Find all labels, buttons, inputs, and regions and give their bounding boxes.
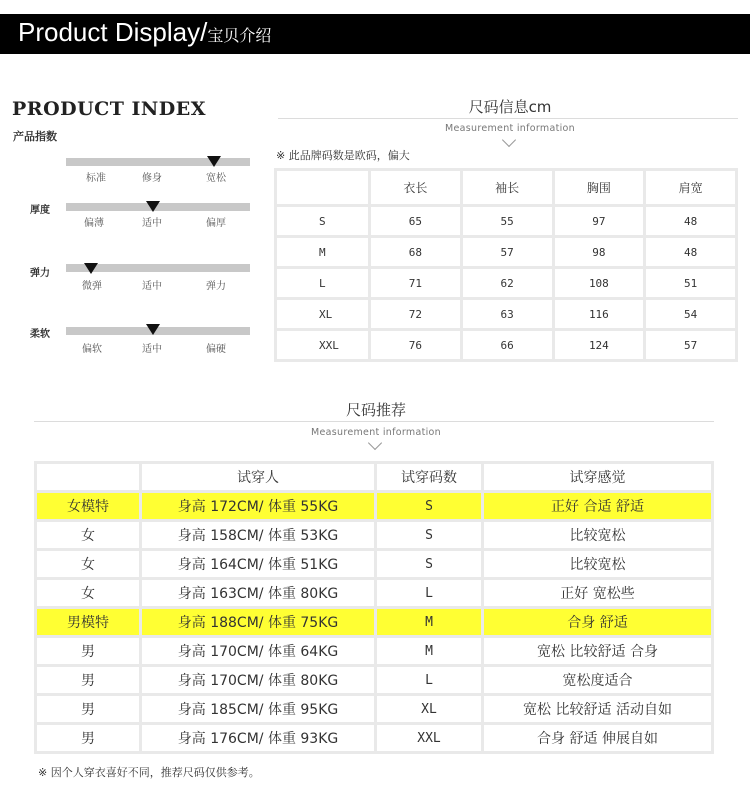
table-cell: 71: [371, 269, 460, 297]
recommendation-table: [34, 461, 714, 754]
table-row: [37, 609, 711, 635]
softness-scale-name: 柔软: [30, 329, 50, 340]
chevron-down-icon: [368, 436, 382, 450]
size-cell: XL: [377, 696, 481, 722]
table-cell: 48: [646, 207, 735, 235]
body-cell: 身高 163CM/ 体重 80KG: [142, 580, 374, 606]
recommendation-title: 尺码推荐: [345, 401, 406, 419]
table-row: [277, 238, 735, 266]
measurement-divider: [278, 118, 738, 119]
recommendation-subtitle: Measurement information: [311, 427, 441, 438]
feel-cell: 比较宽松: [484, 522, 711, 548]
table-cell: 55: [463, 207, 552, 235]
tester-cell: 女: [37, 580, 139, 606]
size-cell: M: [277, 238, 368, 266]
banner-title-en: Product Display: [18, 17, 201, 47]
scale-label: 修身: [142, 173, 162, 184]
table-cell: 76: [371, 331, 460, 359]
size-cell: S: [377, 493, 481, 519]
table-cell: 51: [646, 269, 735, 297]
scale-label: 偏薄: [84, 218, 104, 229]
measurement-note: ※ 此品牌码数是欧码，偏大: [276, 149, 410, 162]
measurement-table: [274, 168, 738, 362]
table-row: [37, 551, 711, 577]
tester-cell: 男模特: [37, 609, 139, 635]
elasticity-marker-icon: [84, 263, 98, 274]
size-cell: L: [277, 269, 368, 297]
table-row: [37, 638, 711, 664]
measurement-subtitle: Measurement information: [445, 123, 575, 134]
table-row: [277, 331, 735, 359]
scale-label: 偏软: [82, 344, 102, 355]
fit-marker-icon: [207, 156, 221, 167]
tester-cell: 男: [37, 696, 139, 722]
table-header-cell: 衣长: [371, 171, 460, 204]
body-cell: 身高 172CM/ 体重 55KG: [142, 493, 374, 519]
table-cell: 116: [555, 300, 644, 328]
size-cell: XXL: [377, 725, 481, 751]
table-header-cell: [37, 464, 139, 490]
thickness-marker-icon: [146, 201, 160, 212]
size-cell: S: [377, 522, 481, 548]
body-cell: 身高 188CM/ 体重 75KG: [142, 609, 374, 635]
table-header-cell: 试穿感觉: [484, 464, 711, 490]
table-header-cell: 试穿人: [142, 464, 374, 490]
banner-title: [18, 17, 271, 48]
tester-cell: 女: [37, 551, 139, 577]
tester-cell: 女: [37, 522, 139, 548]
fit-scale-bar: [66, 158, 250, 166]
tester-cell: 男: [37, 638, 139, 664]
banner-slash: /: [200, 17, 208, 47]
table-cell: 124: [555, 331, 644, 359]
tester-cell: 男: [37, 725, 139, 751]
size-cell: S: [377, 551, 481, 577]
banner-title-cn: 宝贝介绍: [207, 28, 272, 45]
table-row: [277, 207, 735, 235]
scale-label: 宽松: [206, 173, 226, 184]
softness-marker-icon: [146, 324, 160, 335]
recommendation-footnote: ※ 因个人穿衣喜好不同，推荐尺码仅供参考。: [38, 766, 260, 779]
product-index-title: PRODUCT INDEX: [12, 98, 207, 120]
table-header-cell: 试穿码数: [377, 464, 481, 490]
scale-label: 适中: [142, 281, 162, 292]
scale-label: 适中: [142, 344, 162, 355]
feel-cell: 宽松 比较舒适 合身: [484, 638, 711, 664]
feel-cell: 合身 舒适: [484, 609, 711, 635]
body-cell: 身高 158CM/ 体重 53KG: [142, 522, 374, 548]
feel-cell: 正好 合适 舒适: [484, 493, 711, 519]
table-header-cell: 胸围: [555, 171, 644, 204]
scale-label: 弹力: [206, 281, 226, 292]
body-cell: 身高 176CM/ 体重 93KG: [142, 725, 374, 751]
table-cell: 108: [555, 269, 644, 297]
scale-label: 适中: [142, 218, 162, 229]
table-row: [37, 522, 711, 548]
table-header-row: [277, 171, 735, 204]
body-cell: 身高 185CM/ 体重 95KG: [142, 696, 374, 722]
feel-cell: 正好 宽松些: [484, 580, 711, 606]
feel-cell: 比较宽松: [484, 551, 711, 577]
thickness-scale-name: 厚度: [30, 205, 50, 216]
body-cell: 身高 170CM/ 体重 80KG: [142, 667, 374, 693]
measurement-title: 尺码信息cm: [468, 98, 552, 116]
tester-cell: 女模特: [37, 493, 139, 519]
table-cell: 48: [646, 238, 735, 266]
size-cell: XL: [277, 300, 368, 328]
table-cell: 63: [463, 300, 552, 328]
recommendation-divider: [34, 421, 714, 422]
table-cell: 97: [555, 207, 644, 235]
table-row: [37, 493, 711, 519]
scale-label: 标准: [86, 173, 106, 184]
scale-label: 偏厚: [206, 218, 226, 229]
feel-cell: 宽松度适合: [484, 667, 711, 693]
table-cell: 98: [555, 238, 644, 266]
scale-label: 微弹: [82, 281, 102, 292]
table-cell: 57: [646, 331, 735, 359]
table-row: [37, 696, 711, 722]
feel-cell: 合身 舒适 伸展自如: [484, 725, 711, 751]
elasticity-scale-name: 弹力: [30, 268, 50, 279]
body-cell: 身高 170CM/ 体重 64KG: [142, 638, 374, 664]
table-row: [277, 269, 735, 297]
size-cell: S: [277, 207, 368, 235]
size-cell: M: [377, 609, 481, 635]
table-row: [37, 667, 711, 693]
body-cell: 身高 164CM/ 体重 51KG: [142, 551, 374, 577]
header-banner: [0, 14, 750, 54]
table-header-cell: [277, 171, 368, 204]
size-cell: M: [377, 638, 481, 664]
table-cell: 62: [463, 269, 552, 297]
table-cell: 66: [463, 331, 552, 359]
scale-label: 偏硬: [206, 344, 226, 355]
size-cell: L: [377, 667, 481, 693]
chevron-down-icon: [502, 133, 516, 147]
feel-cell: 宽松 比较舒适 活动自如: [484, 696, 711, 722]
table-row: [37, 580, 711, 606]
size-cell: XXL: [277, 331, 368, 359]
table-row: [277, 300, 735, 328]
tester-cell: 男: [37, 667, 139, 693]
table-header-row: [37, 464, 711, 490]
size-cell: L: [377, 580, 481, 606]
table-header-cell: 肩宽: [646, 171, 735, 204]
table-cell: 72: [371, 300, 460, 328]
product-index-subtitle: 产品指数: [13, 130, 57, 143]
table-row: [37, 725, 711, 751]
table-cell: 68: [371, 238, 460, 266]
table-header-cell: 袖长: [463, 171, 552, 204]
table-cell: 57: [463, 238, 552, 266]
table-cell: 65: [371, 207, 460, 235]
table-cell: 54: [646, 300, 735, 328]
